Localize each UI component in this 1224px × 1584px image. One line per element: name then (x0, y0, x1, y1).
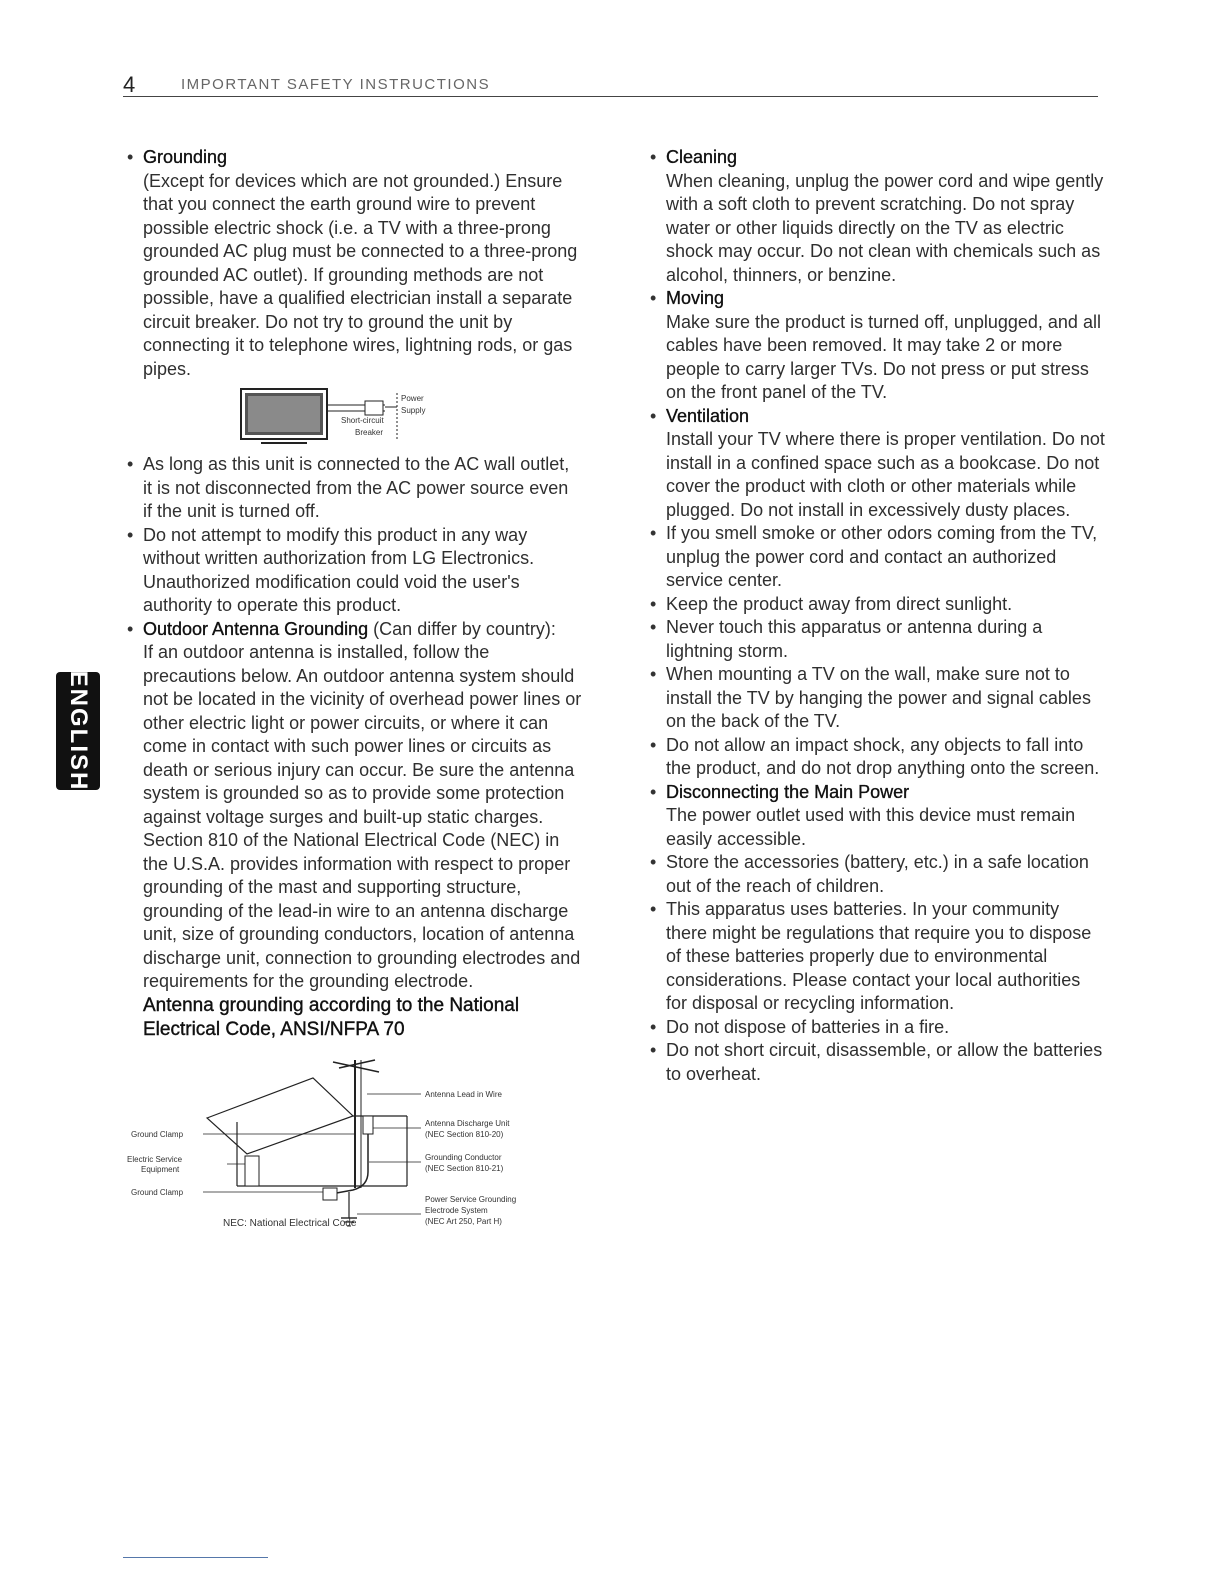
ac-outlet-item (127, 453, 582, 524)
language-tab-label: ENGLISH (65, 670, 92, 792)
disconnect-item (650, 781, 1105, 852)
page-number: 4 (123, 72, 136, 97)
fire-item (650, 1016, 1105, 1040)
label-discharge-unit: Antenna Discharge Unit (425, 1118, 510, 1128)
label-grounding-conductor-ref: (NEC Section 810-21) (425, 1163, 504, 1173)
fire-text: • Do not dispose of batteries in a fire. (666, 1016, 950, 1037)
grounding-text: (Except for devices which are not grounded.) Ensure that you connect the earth ground wire to prevent possible electric shock (i.e. a TV with a three-prong grounded AC plug must be connected to a three-prong grounded AC outlet). If grounding methods are not possible, have a qualified electrician install a separate circuit breaker. Do not try to ground the unit by connecting it to telephone wires, lightning rods, or gas pipes. (143, 170, 578, 379)
antenna-grounding-note: Antenna grounding according to the National Electrical Code, ANSI/NFPA 70 (143, 994, 520, 1040)
batteries-text: • This apparatus uses batteries. In your community there might be regulations that require you to dispose of these batteries properly due to environmental considerations. Please contact your local authorities for disposal or recycling information. (666, 899, 1092, 1013)
label-nec-caption: NEC: National Electrical Code (223, 1217, 357, 1229)
breaker-label-short-circuit: Short-circuit (341, 416, 384, 425)
outdoor-antenna-title: Outdoor Antenna Grounding (143, 618, 369, 639)
ventilation-item (650, 405, 1105, 523)
circuit-breaker-diagram (225, 387, 455, 449)
label-ground-clamp-bottom: Ground Clamp (131, 1187, 184, 1197)
short-circuit-item (650, 1039, 1105, 1086)
breaker-label-power: Power (401, 394, 424, 403)
modify-text: • Do not attempt to modify this product in any way without written authorization from LG Electronics. Unauthorized modification could void the user's authority to operate this product. (143, 524, 535, 615)
left-column (127, 146, 582, 1238)
smoke-text: • If you smell smoke or other odors coming from the TV, unplug the power cord and contact an authorized service center. (666, 523, 1098, 590)
label-ground-clamp-top: Ground Clamp (131, 1129, 184, 1139)
sunlight-item (650, 593, 1105, 617)
outdoor-antenna-title-suffix: (Can differ by country): (368, 618, 556, 639)
disconnect-text: The power outlet used with this device must remain easily accessible. (666, 805, 1076, 849)
accessories-text: • Store the accessories (battery, etc.) in a safe location out of the reach of children. (666, 852, 1089, 896)
antenna-grounding-diagram (117, 1058, 557, 1238)
cleaning-item (650, 146, 1105, 287)
batteries-item (650, 898, 1105, 1016)
sunlight-text: • Keep the product away from direct sunlight. (666, 593, 1013, 614)
grounding-title: • Grounding (143, 147, 228, 167)
breaker-label-supply: Supply (401, 406, 426, 415)
wall-mount-item (650, 663, 1105, 734)
storm-item (650, 616, 1105, 663)
outdoor-antenna-item (127, 618, 582, 1042)
outdoor-antenna-text: If an outdoor antenna is installed, follow the precautions below. An outdoor antenna system should not be located in the vicinity of overhead power lines or other electric light or power circuits, or where it can come in contact with such power lines or circuits as death or serious injury can occur. Be sure the antenna system is grounded so as to provide some protection against voltage surges and built-up static charges. Section 810 of the National Electrical Code (NEC) in the U.S.A. provides information with respect to proper grounding of the mast and supporting structure, grounding of the lead-in wire to an antenna discharge unit, size of grounding conductors, location of antenna discharge unit, connection to grounding electrodes and requirements for the grounding electrode. (143, 642, 582, 991)
moving-text: Make sure the product is turned off, unplugged, and all cables have been removed. It may take 2 or more people to carry larger TVs. Do not press or put stress on the front panel of the TV. (666, 311, 1101, 402)
grounding-item (127, 146, 582, 381)
language-tab (56, 672, 100, 790)
label-discharge-unit-ref: (NEC Section 810-20) (425, 1129, 504, 1139)
breaker-label-breaker: Breaker (355, 428, 384, 437)
ventilation-text: Install your TV where there is proper ventilation. Do not install in a confined space such as a bookcase. Do not cover the product with cloth or other materials while plugged. Do not install in excessively dusty places. (666, 429, 1105, 520)
wall-mount-text: • When mounting a TV on the wall, make sure not to install the TV by hanging the power and signal cables on the back of the TV. (666, 664, 1091, 731)
smoke-item (650, 522, 1105, 593)
impact-item (650, 734, 1105, 781)
label-lead-in-wire: Antenna Lead in Wire (425, 1089, 502, 1099)
label-equipment: Equipment (141, 1164, 180, 1174)
accessories-item (650, 851, 1105, 898)
footer-rule (123, 1557, 268, 1558)
label-electric-service: Electric Service (127, 1154, 183, 1164)
modify-item (127, 524, 582, 618)
cleaning-title: • Cleaning (666, 147, 738, 167)
cleaning-text: When cleaning, unplug the power cord and wipe gently with a soft cloth to prevent scratching. Do not spray water or other liquids directly on the TV as electric shock may occur. Do not clean with chemicals such as alcohol, thinners, or benzine. (666, 170, 1104, 285)
short-circuit-text: • Do not short circuit, disassemble, or allow the batteries to overheat. (666, 1040, 1103, 1084)
moving-title: • Moving (666, 288, 725, 308)
ventilation-title: • Ventilation (666, 405, 750, 426)
label-electrode-ref: (NEC Art 250, Part H) (425, 1216, 502, 1226)
moving-item (650, 287, 1105, 405)
label-grounding-conductor: Grounding Conductor (425, 1152, 502, 1162)
label-power-service: Power Service Grounding (425, 1194, 517, 1204)
disconnect-title: • Disconnecting the Main Power (666, 781, 910, 802)
storm-text: • Never touch this apparatus or antenna during a lightning storm. (666, 617, 1043, 661)
page-header (123, 70, 1098, 97)
section-title: IMPORTANT SAFETY INSTRUCTIONS (181, 76, 491, 93)
ac-outlet-text: • As long as this unit is connected to the AC wall outlet, it is not disconnected from the AC power source even if the unit is turned off. (143, 454, 570, 521)
right-column (650, 146, 1105, 1086)
label-electrode-system: Electrode System (425, 1205, 488, 1215)
impact-text: • Do not allow an impact shock, any objects to fall into the product, and do not drop anything onto the screen. (666, 734, 1100, 778)
